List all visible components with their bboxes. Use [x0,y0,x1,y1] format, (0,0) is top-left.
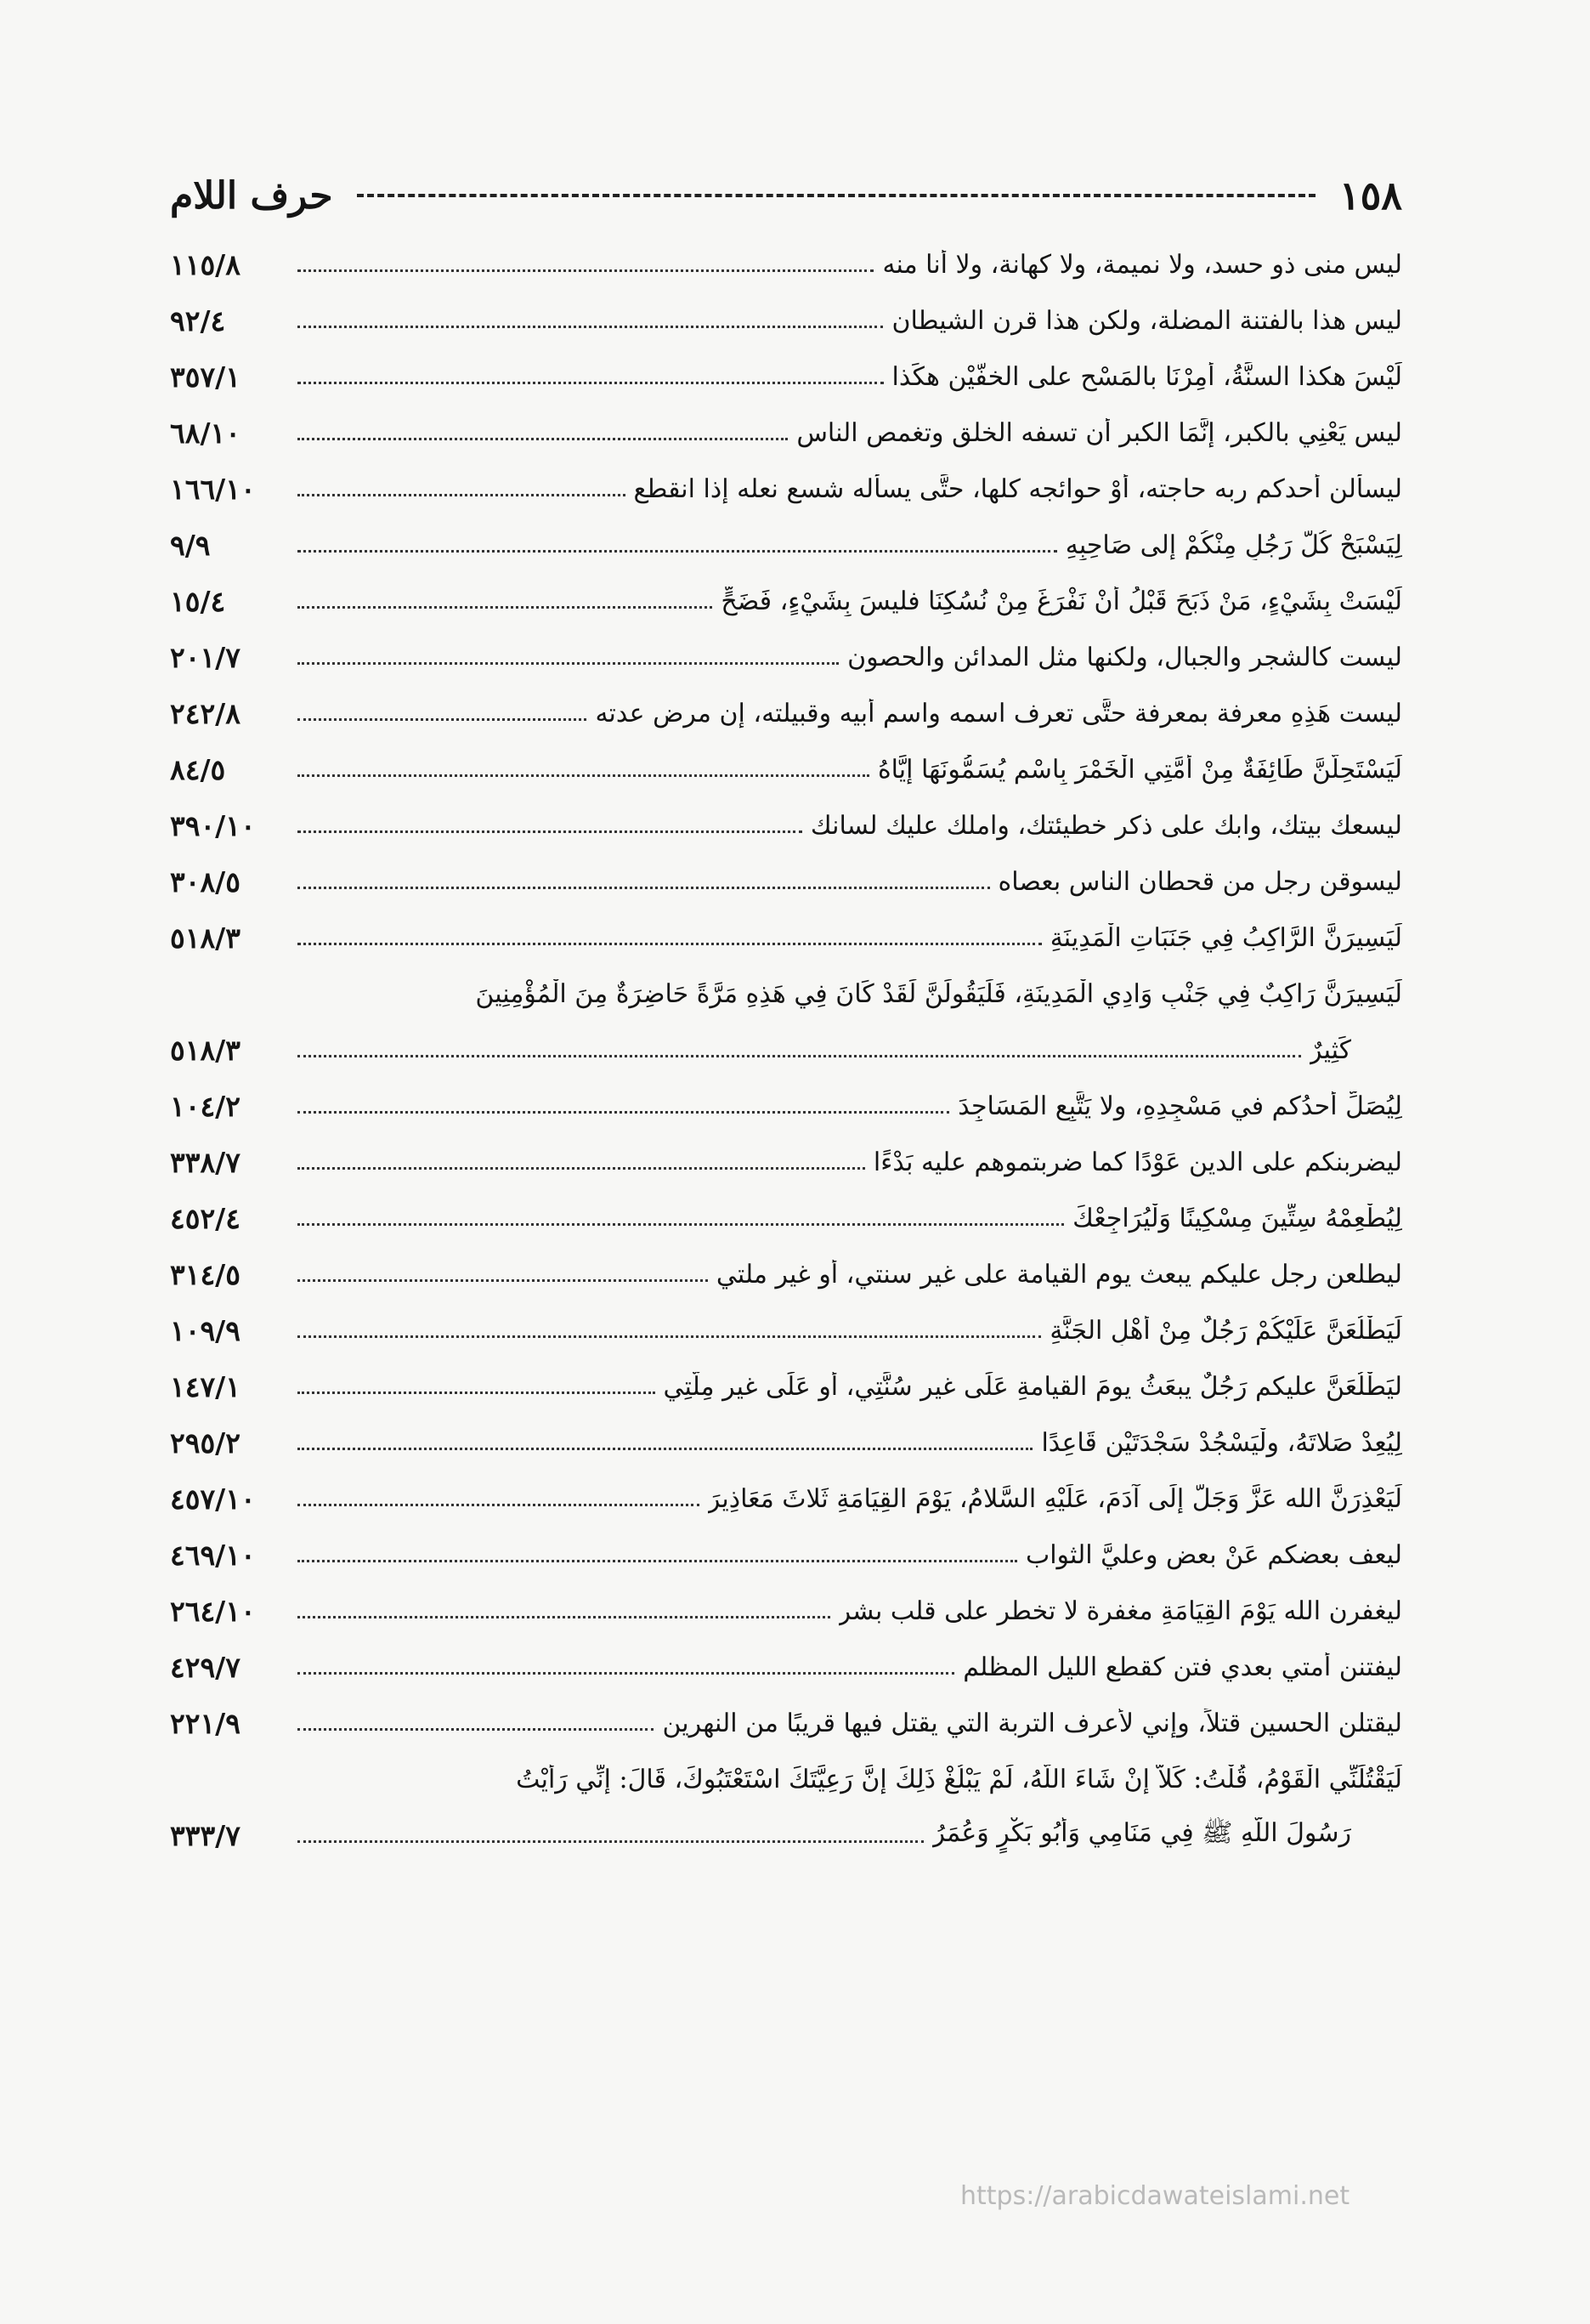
entry-reference: ٤٢٩/٧ [170,1650,240,1684]
index-entry [170,853,1402,910]
entry-line [170,910,1402,966]
entry-reference: ١٠٤/٢ [170,1089,240,1123]
entry-reference: ٢٩٥/٢ [170,1426,240,1460]
dot-leader [297,1111,949,1114]
dot-leader [297,1616,830,1618]
entry-line [170,1190,1402,1246]
entry-reference: ٥١٨/٣ [170,921,240,955]
entry-text: ليست كالشجر والجبال، ولكنها مثل المدائن والحصون [847,642,1402,672]
dot-leader [297,662,839,665]
entry-text: ليفتنن أمتي بعدي فتن كقطع الليل المظلم [963,1652,1402,1682]
dot-leader [297,1055,1301,1057]
dot-leader [297,1840,924,1843]
dot-leader [297,718,586,721]
entry-line [170,853,1402,910]
dot-leader [297,326,883,328]
entry-line [170,741,1402,797]
entry-text: لِيُصَلِّ أحدُكم في مَسْجِدِهِ، ولا يَتَّبِعِ المَسَاجِدَ [958,1091,1402,1121]
entry-reference: ٤٥٧/١٠ [170,1482,256,1516]
index-entry [170,629,1402,685]
dot-leader [297,1504,699,1506]
dot-leader [297,269,874,272]
entry-line [170,685,1402,741]
dot-leader [297,1448,1033,1450]
entry-reference: ١٠٩/٩ [170,1313,240,1347]
dot-leader [297,1223,1064,1226]
entry-reference: ١١٥/٨ [170,247,240,281]
entry-line [170,236,1402,292]
entry-text: لَيَعْذِرَنَّ الله عَزَّ وَجَلَّ إلَى آدَمَ، عَلَيْهِ السَّلامُ، يَوْمَ القِيَامَةِ ثَلاثَ مَعَاذِيرَ [707,1483,1402,1514]
entry-text: لَيَسِيرَنَّ الرَّاكِبُ فِي جَنَبَاتِ الْمَدِينَةِ [1050,922,1402,953]
source-watermark: https://arabicdawateislami.net [960,2181,1350,2211]
entry-reference: ٤٥٢/٤ [170,1201,240,1235]
entry-line [170,573,1402,629]
entry-reference: ١٥/٤ [170,584,226,618]
entry-line [170,517,1402,573]
entry-reference: ٢٤٢/٨ [170,696,240,730]
entry-line [170,1527,1402,1583]
entry-line [170,1471,1402,1527]
entry-line [170,797,1402,853]
hadith-index-list [170,236,1402,1863]
index-entry [170,517,1402,573]
dot-leader [297,1728,654,1731]
entry-reference: ٣١٤/٥ [170,1257,240,1291]
index-entry [170,1527,1402,1583]
dot-leader [297,774,869,777]
entry-reference: ٥١٨/٣ [170,1033,240,1067]
entry-text: ليعف بعضكم عَنْ بعض وعليَّ الثواب [1025,1539,1402,1570]
entry-reference: ٨٤/٥ [170,752,226,786]
entry-text: ليغفرن الله يَوْمَ القِيَامَةِ مغفرة لا تخطر على قلب بشر [838,1596,1402,1626]
index-entry [170,1078,1402,1134]
entry-text: لَيَسِيرَنَّ رَاكِبٌ فِي جَنْبِ وَادِي الْمَدِينَةِ، فَلَيَقُولَنَّ لَقَدْ كَانَ فِي هَذِهِ مَرَّةً حَاضِرَةٌ مِنَ الْمُؤْمِنِينَ [475,978,1402,1009]
page-number: ١٥٨ [1338,173,1402,218]
dot-leader [297,1167,865,1170]
entry-first-line [170,1751,1402,1807]
entry-line [170,629,1402,685]
entry-reference: ١٤٧/١ [170,1369,240,1403]
entry-text: ليست هَذِهِ معرفة بمعرفة حتَّى تعرف اسمه واسم أبيه وقبيلته، إن مرض عدته [595,698,1402,728]
section-title: حرف اللام [170,173,333,218]
index-entry [170,461,1402,517]
dot-leader [297,494,625,496]
index-entry [170,1302,1402,1358]
entry-text: لَيْسَ هكذا السنَّةُ، أمِرْنَا بالمَسْحِ على الخفَّيْنِ هكَذا [891,361,1402,392]
entry-line [170,461,1402,517]
dot-leader [297,438,788,440]
entry-line [170,1078,1402,1134]
index-entry [170,1583,1402,1639]
entry-text: ليضربنكم على الدين عَوْدًا كما ضربتموهم عليه بَدْءًا [873,1147,1402,1177]
dot-leader [297,1560,1017,1562]
dot-leader [297,943,1042,945]
dot-leader [297,1392,655,1394]
entry-reference: ٢٠١/٧ [170,640,240,674]
entry-text: ليس هذا بالفتنة المضلة، ولكن هذا قرن الشيطان [891,305,1402,336]
index-entry [170,349,1402,405]
entry-line [170,1358,1402,1414]
entry-reference: ٩/٩ [170,528,211,562]
index-entry [170,1190,1402,1246]
entry-reference: ١٦٦/١٠ [170,472,256,506]
entry-text: لَيَطْلُعَنَّ عَلَيْكُمْ رَجُلٌ مِنْ أهْلِ الجَنَّةِ [1050,1315,1402,1346]
entry-reference: ٣٠٨/٥ [170,864,240,898]
index-entry [170,292,1402,349]
entry-reference: ٣٣٣/٧ [170,1818,240,1852]
dot-leader [297,606,712,609]
entry-text: لَيَسْتَحِلَّنَّ طَائِفَةٌ مِنْ أُمَّتِي الْخَمْرَ بِاسْمٍ يُسَمُّونَهَا إيَّاهُ [877,754,1402,785]
entry-text: لِيُطْعِمْهُ سِتِّينَ مِسْكِينًا وَلْيُرَاجِعْكَ [1072,1203,1402,1233]
entry-text: ليقتلن الحسين قتلاً، وإني لأعرف التربة التي يقتل فيها قريبًا من النهرين [662,1708,1402,1738]
entry-text: لَيَقْتُلَنِّي الْقَوْمُ، قُلْتُ: كَلاَّ إنْ شَاءَ اللَّهُ، لَمْ يَبْلُغْ ذَلِكَ إنَّ رَعِيَّتَكَ اسْتَعْتَبُوكَ، قَالَ: إنِّي رَأَيْتُ [516,1764,1402,1794]
entry-text: ليَطْلُعَنَّ عليكم رَجُلٌ يبعَثُ يومَ القيامةِ عَلَى غيرِ سُنَّتِي، أو عَلَى غيرِ مِلَّتِي [663,1371,1402,1402]
entry-reference: ٣٣٨/٧ [170,1145,240,1179]
dot-leader [297,382,884,384]
entry-line [170,292,1402,349]
dot-leader [297,1335,1041,1338]
index-entry [170,966,1402,1078]
page-header [170,168,1402,223]
index-entry [170,1414,1402,1471]
index-entry [170,1751,1402,1863]
dot-leader [297,1672,954,1675]
index-entry [170,685,1402,741]
entry-first-line [170,966,1402,1022]
entry-continuation-line [170,1807,1402,1863]
dot-leader [297,830,802,833]
entry-line [170,1246,1402,1302]
index-entry [170,573,1402,629]
entry-text: ليسألن أحدكم ربه حاجته، أوْ حوائجه كلها، حتَّى يسأله شسع نعله إذا انقطع [633,473,1402,504]
entry-reference: ٦٨/١٠ [170,416,240,450]
entry-reference: ٢٦٤/١٠ [170,1594,256,1628]
entry-line [170,1134,1402,1190]
index-entry [170,1471,1402,1527]
dot-leader [297,550,1057,553]
index-entry [170,1358,1402,1414]
entry-text: ليس منى ذو حسد، ولا نميمة، ولا كهانة، ولا أنا منه [882,249,1402,280]
entry-reference: ٩٢/٤ [170,303,226,337]
entry-text: ليسوقن رجل من قحطان الناس بعصاه [998,866,1402,897]
entry-text: ليس يَعْنِي بالكبر، إنَّمَا الكبر أن تسفه الخلق وتغمص الناس [796,417,1402,448]
index-entry [170,236,1402,292]
index-entry [170,910,1402,966]
index-entry [170,1695,1402,1751]
entry-text: لَيْسَتْ بِشَيْءٍ، مَنْ ذَبَحَ قَبْلُ أنْ نَفْرَغَ مِنْ نُسُكِنَا فليسَ بِشَيْءٍ، فَضَحٍّ [721,586,1402,616]
entry-line [170,1639,1402,1695]
dot-leader [297,887,990,889]
index-entry [170,1639,1402,1695]
entry-line [170,1695,1402,1751]
index-entry [170,1246,1402,1302]
entry-text: ليسعك بيتك، وابك على ذكر خطيئتك، واملك عليك لسانك [810,810,1402,841]
entry-text: ليطلعن رجل عليكم يبعث يوم القيامة على غير سنتي، أو غير ملتي [716,1259,1402,1290]
entry-text: لِيَسْبَحْ كُلُّ رَجُلٍ مِنْكُمْ إلى صَاحِبِهِ [1065,530,1402,560]
entry-line [170,349,1402,405]
entry-line [170,1583,1402,1639]
header-dashed-rule [357,194,1316,197]
entry-reference: ٣٩٠/١٠ [170,808,256,842]
index-entry [170,797,1402,853]
index-entry [170,741,1402,797]
entry-continuation-line [170,1022,1402,1078]
entry-text: لِيُعِدْ صَلاتَهُ، ولْيَسْجُدْ سَجْدَتَيْنِ قَاعِدًا [1041,1427,1402,1458]
index-entry [170,1134,1402,1190]
entry-line [170,1414,1402,1471]
entry-reference: ٤٦٩/١٠ [170,1538,256,1572]
entry-continuation-text: رَسُولَ اللَّهِ ﷺ فِي مَنَامِي وَأبُو بَكْرٍ وَعُمَرُ [932,1817,1351,1848]
entry-continuation-text: كَثِيرٌ [1310,1034,1351,1065]
entry-line [170,405,1402,461]
entry-line [170,1302,1402,1358]
entry-reference: ٣٥٧/١ [170,360,240,394]
index-entry [170,405,1402,461]
dot-leader [297,1279,708,1282]
entry-reference: ٢٢١/٩ [170,1706,240,1740]
